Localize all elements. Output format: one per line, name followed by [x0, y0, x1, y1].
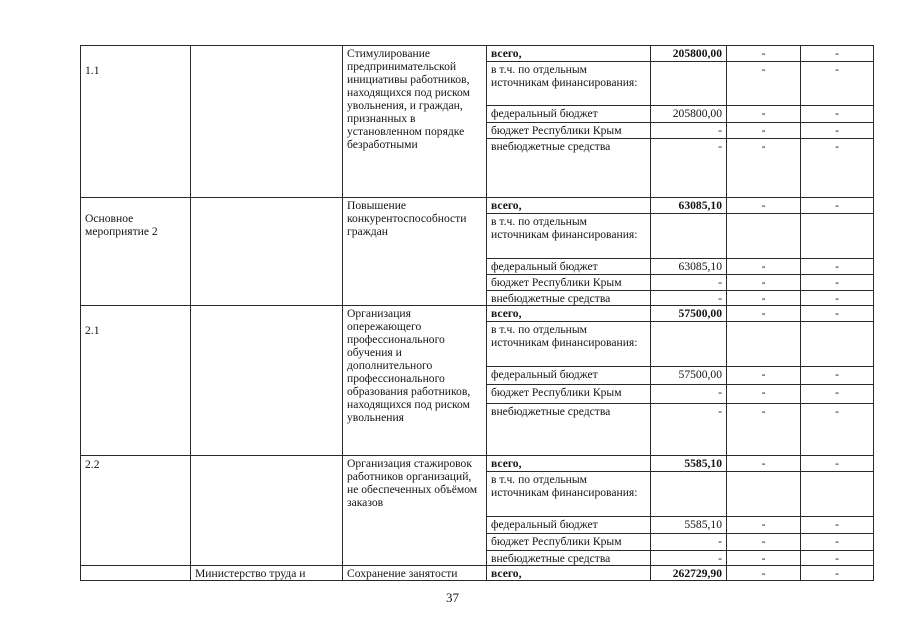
- value-cell: -: [727, 291, 801, 306]
- funding-source-cell: в т.ч. по отдельным источникам финансирования:: [487, 214, 651, 259]
- value-cell: -: [801, 566, 874, 581]
- value-cell: [801, 472, 874, 517]
- funding-source-cell: федеральный бюджет: [487, 517, 651, 534]
- activity-cell: Организация опережающего профессионального обучения и дополнительного профессионального образования работников, находящихся под риском увольнения: [343, 306, 487, 456]
- amount-cell: 63085,10: [651, 198, 727, 214]
- activity-cell: Организация стажировок работников организаций, не обеспеченных объёмом заказов: [343, 456, 487, 566]
- value-cell: [727, 472, 801, 517]
- budget-table-body: [81, 46, 874, 581]
- value-cell: -: [727, 46, 801, 62]
- value-cell: -: [801, 139, 874, 198]
- executor-cell: [191, 456, 343, 566]
- amount-cell: 5585,10: [651, 456, 727, 472]
- executor-cell: [191, 306, 343, 456]
- value-cell: -: [801, 404, 874, 456]
- amount-cell: 205800,00: [651, 46, 727, 62]
- executor-cell: Министерство труда и: [191, 566, 343, 581]
- budget-table: [80, 45, 874, 581]
- value-cell: -: [801, 198, 874, 214]
- value-cell: -: [727, 517, 801, 534]
- table-row: [81, 456, 874, 472]
- activity-cell: Повышение конкурентоспособности граждан: [343, 198, 487, 306]
- value-cell: [727, 322, 801, 367]
- funding-source-cell: внебюджетные средства: [487, 404, 651, 456]
- amount-cell: 57500,00: [651, 367, 727, 385]
- funding-source-cell: внебюджетные средства: [487, 139, 651, 198]
- value-cell: -: [801, 456, 874, 472]
- value-cell: -: [727, 456, 801, 472]
- funding-source-cell: внебюджетные средства: [487, 551, 651, 566]
- value-cell: -: [727, 123, 801, 139]
- amount-cell: -: [651, 385, 727, 404]
- value-cell: -: [727, 385, 801, 404]
- value-cell: -: [727, 259, 801, 275]
- item-number-cell: 2.2: [81, 456, 191, 566]
- table-row: [81, 566, 874, 581]
- funding-source-cell: в т.ч. по отдельным источникам финансирования:: [487, 322, 651, 367]
- value-cell: -: [727, 198, 801, 214]
- value-cell: -: [801, 275, 874, 291]
- item-number-cell: 2.1: [81, 306, 191, 456]
- value-cell: -: [801, 259, 874, 275]
- amount-cell: -: [651, 275, 727, 291]
- value-cell: -: [801, 385, 874, 404]
- item-number-cell: 1.1: [81, 46, 191, 198]
- funding-source-cell: всего,: [487, 306, 651, 322]
- funding-source-cell: всего,: [487, 198, 651, 214]
- executor-cell: [191, 198, 343, 306]
- value-cell: -: [801, 306, 874, 322]
- amount-cell: 205800,00: [651, 106, 727, 123]
- value-cell: -: [727, 106, 801, 123]
- amount-cell: -: [651, 551, 727, 566]
- item-number-cell: [81, 566, 191, 581]
- value-cell: -: [801, 46, 874, 62]
- value-cell: -: [801, 106, 874, 123]
- amount-cell: -: [651, 404, 727, 456]
- value-cell: -: [801, 123, 874, 139]
- funding-source-cell: бюджет Республики Крым: [487, 534, 651, 551]
- funding-source-cell: всего,: [487, 46, 651, 62]
- activity-cell: Сохранение занятости: [343, 566, 487, 581]
- amount-cell: 5585,10: [651, 517, 727, 534]
- amount-cell: [651, 472, 727, 517]
- funding-source-cell: федеральный бюджет: [487, 259, 651, 275]
- funding-source-cell: всего,: [487, 456, 651, 472]
- item-number-cell: Основное мероприятие 2: [81, 198, 191, 306]
- value-cell: -: [727, 367, 801, 385]
- amount-cell: -: [651, 139, 727, 198]
- amount-cell: [651, 214, 727, 259]
- funding-source-cell: федеральный бюджет: [487, 106, 651, 123]
- amount-cell: [651, 62, 727, 106]
- value-cell: -: [801, 291, 874, 306]
- value-cell: [801, 214, 874, 259]
- value-cell: -: [801, 551, 874, 566]
- funding-source-cell: в т.ч. по отдельным источникам финансирования:: [487, 472, 651, 517]
- funding-source-cell: бюджет Республики Крым: [487, 275, 651, 291]
- amount-cell: -: [651, 291, 727, 306]
- amount-cell: -: [651, 534, 727, 551]
- value-cell: -: [727, 534, 801, 551]
- table-row: [81, 46, 874, 62]
- value-cell: -: [801, 62, 874, 106]
- value-cell: -: [801, 517, 874, 534]
- amount-cell: 57500,00: [651, 306, 727, 322]
- value-cell: -: [727, 62, 801, 106]
- amount-cell: -: [651, 123, 727, 139]
- funding-source-cell: бюджет Республики Крым: [487, 385, 651, 404]
- value-cell: -: [727, 139, 801, 198]
- amount-cell: 63085,10: [651, 259, 727, 275]
- value-cell: [727, 214, 801, 259]
- funding-source-cell: федеральный бюджет: [487, 367, 651, 385]
- table-row: [81, 198, 874, 214]
- value-cell: -: [801, 367, 874, 385]
- funding-source-cell: внебюджетные средства: [487, 291, 651, 306]
- funding-source-cell: всего,: [487, 566, 651, 581]
- value-cell: [801, 322, 874, 367]
- table-row: [81, 306, 874, 322]
- activity-cell: Стимулирование предпринимательской инициативы работников, находящихся под риском увольнения, и граждан, признанных в установленном порядке безработными: [343, 46, 487, 198]
- page-number: 37: [446, 590, 459, 605]
- funding-source-cell: в т.ч. по отдельным источникам финансирования:: [487, 62, 651, 106]
- funding-source-cell: бюджет Республики Крым: [487, 123, 651, 139]
- value-cell: -: [727, 551, 801, 566]
- amount-cell: 262729,90: [651, 566, 727, 581]
- amount-cell: [651, 322, 727, 367]
- value-cell: -: [727, 404, 801, 456]
- executor-cell: [191, 46, 343, 198]
- value-cell: -: [801, 534, 874, 551]
- value-cell: -: [727, 566, 801, 581]
- value-cell: -: [727, 306, 801, 322]
- value-cell: -: [727, 275, 801, 291]
